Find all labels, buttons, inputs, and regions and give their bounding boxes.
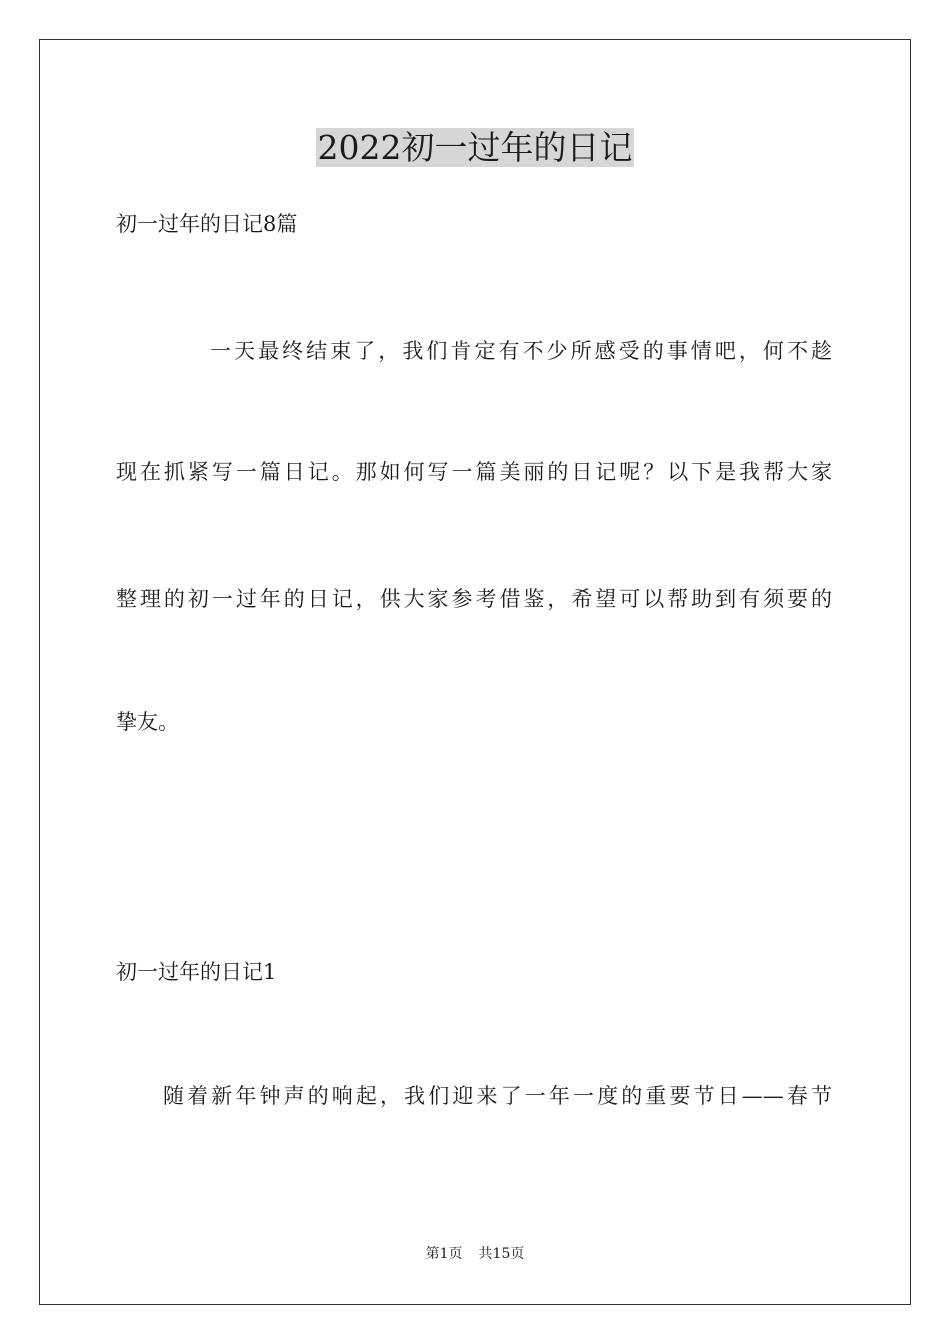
section-line-1: 随着新年钟声的响起，我们迎来了一年一度的重要节日——春节 bbox=[163, 1084, 832, 1108]
intro-line-1: 一天最终结束了，我们肯定有不少所感受的事情吧，何不趁 bbox=[210, 339, 832, 363]
intro-line-4: 挚友。 bbox=[116, 710, 179, 734]
document-subtitle: 初一过年的日记8篇 bbox=[116, 212, 298, 236]
page-total: 共15页 bbox=[478, 1246, 525, 1262]
section-heading: 初一过年的日记1 bbox=[116, 960, 277, 984]
intro-line-2: 现在抓紧写一篇日记。那如何写一篇美丽的日记呢？以下是我帮大家 bbox=[116, 460, 832, 484]
page-footer bbox=[0, 1244, 950, 1264]
page-number: 第1页 bbox=[425, 1246, 463, 1262]
document-title-text: 2022初一过年的日记 bbox=[317, 128, 633, 167]
intro-line-3: 整理的初一过年的日记，供大家参考借鉴，希望可以帮助到有须要的 bbox=[116, 587, 832, 611]
document-title bbox=[0, 126, 950, 170]
